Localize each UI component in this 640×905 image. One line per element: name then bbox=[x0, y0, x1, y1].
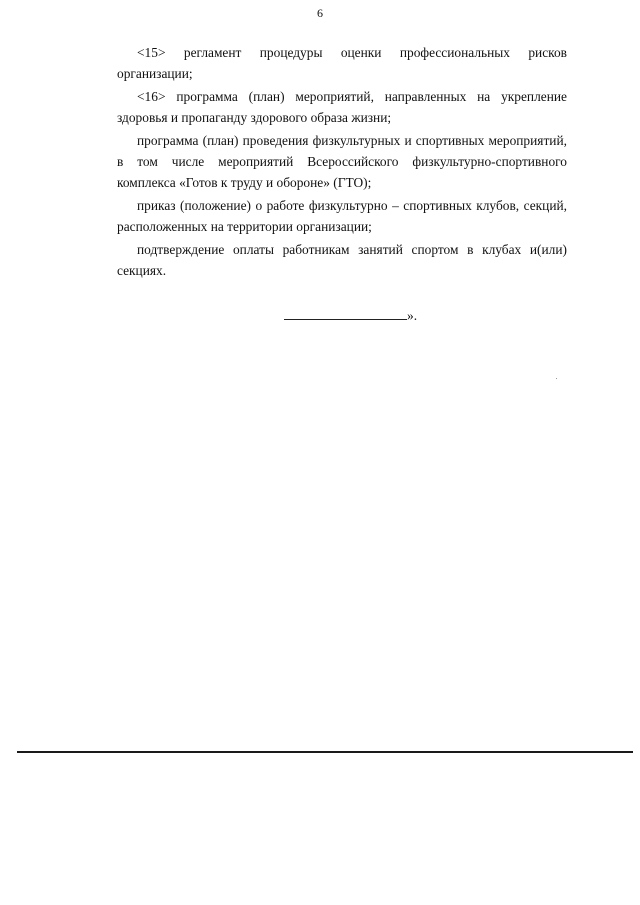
page-number: 6 bbox=[317, 6, 323, 20]
closing-line bbox=[284, 306, 417, 326]
paragraph-sports-clubs-order: приказ (положение) о работе физкультурно – спортивных клубов, секций, расположенных на территории организации; bbox=[117, 198, 567, 234]
paragraph-payment-confirmation: подтверждение оплаты работникам занятий спортом в клубах и(или) секциях. bbox=[117, 242, 567, 278]
paragraph-item-16: <16> программа (план) мероприятий, направленных на укрепление здоровья и пропаганду здорового образа жизни; bbox=[117, 89, 567, 125]
paragraph-sports-events: программа (план) проведения физкультурных и спортивных мероприятий, в том числе мероприятий Всероссийского физкультурно-спортивного комплекса «Готов к труду и обороне» (ГТО); bbox=[117, 133, 567, 190]
scan-speck bbox=[556, 378, 557, 379]
bottom-divider bbox=[17, 751, 633, 753]
blank-underline bbox=[284, 307, 407, 320]
document-body bbox=[117, 43, 567, 285]
closing-quote: ». bbox=[407, 308, 418, 323]
paragraph-item-15: <15> регламент процедуры оценки профессиональных рисков организации; bbox=[117, 45, 567, 81]
